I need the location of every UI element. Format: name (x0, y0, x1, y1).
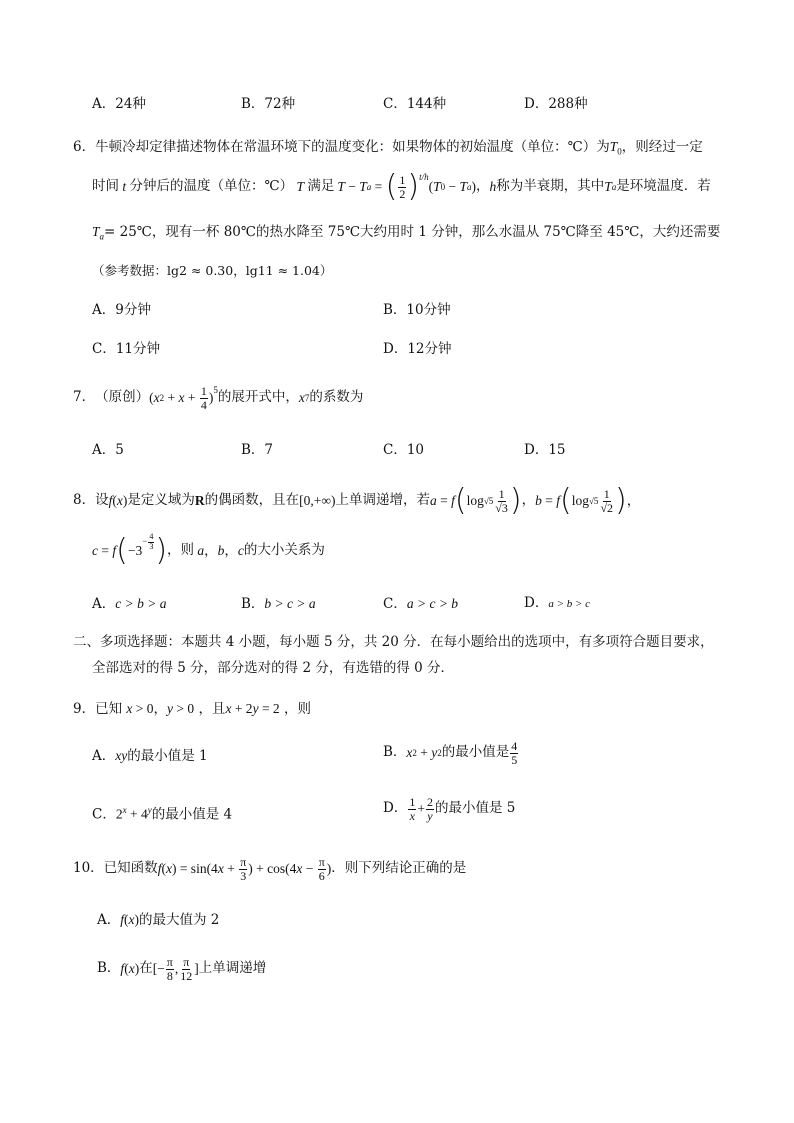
q8-stem-line1: 8． 设 f ( x ) 是定义域为 R 的偶函数，且在 [0,+∞) 上单调递增，若 a = f ( log √5 $\frac{1}{√3}$ ) ， b = f ( log √5 $\frac{1}{√2}$ ) ， (73, 483, 641, 518)
q8-option-d: D．a > b > c (524, 595, 591, 611)
q6-option-b: B．10分钟 (383, 302, 451, 318)
q9-option-d: D． $\frac{1}{x}$ + $\frac{2}{y}$ 的最小值是 5 (383, 795, 516, 823)
q9-stem: 9．已知 x > 0，y > 0 ，且x + 2y = 2 ，则 (73, 701, 311, 717)
q10-option-a: A．f(x)的最大值为 2 (97, 912, 220, 928)
q5-option-d: D．288种 (524, 96, 588, 112)
q6-option-d: D．12分钟 (383, 341, 452, 357)
q8-stem-line2: c = f ( −3 $^{- \frac{4}{3}}$ ) ，则 a ， b ， c 的大小关系为 (92, 532, 325, 568)
q6-stem-line1: 6．牛顿冷却定律描述物体在常温环境下的温度变化：如果物体的初始温度（单位：℃）为$T_0$，则经过一定 (73, 139, 703, 157)
q10-stem: 10． 已知函数 f ( x ) = sin(4 x + $\frac{\pi}{3}$ ) + cos(4 x − $\frac{\pi}{6}$ ) ．则下列结论正确的是 (73, 855, 467, 883)
q7-option-b: B．7 (241, 442, 274, 458)
q9-option-c: C．$2^x + 4^y$的最小值是 4 (92, 805, 233, 823)
q9-option-b: B． x 2 + y 2 的最小值是 $\frac{4}{5}$ (383, 739, 518, 767)
section2-instructions-line2: 全部选对的得 5 分，部分选对的得 2 分，有选错的得 0 分． (92, 660, 455, 676)
q7-option-a: A．5 (92, 442, 124, 458)
q9-option-a: A．xy的最小值是 1 (92, 748, 208, 764)
q6-reference-data: （参考数据：lg2 ≈ 0.30，lg11 ≈ 1.04） (92, 263, 333, 278)
q7-stem: 7． （原创） ( x 2 + x + $\frac{1}{4}$ ) $^5$ 的展开式中， x 7 的系数为 (73, 384, 364, 412)
q6-stem-line2: 时间 t 分钟后的温度（单位：℃） T 满足 T − T a = ( $\frac{1}{2}$ ) $^{t/h}$ ( T 0 − T a ) ， h 称为半衰期，其中 T a 是环境温度．若 (92, 169, 711, 204)
q8-option-b: B．b > c > a (241, 596, 316, 612)
q5-option-a: A．24种 (92, 96, 146, 112)
q7-option-d: D．15 (524, 442, 566, 458)
q6-option-c: C．11分钟 (92, 341, 161, 357)
q10-option-b: B． f ( x ) 在 [− $\frac{\pi}{8}$ , $\frac{\pi}{12}$ ] 上单调递增 (97, 955, 267, 983)
q5-option-b: B．72种 (241, 96, 296, 112)
q8-option-c: C．a > c > b (383, 596, 459, 612)
q6-option-a: A．9分钟 (92, 302, 151, 318)
q7-option-c: C．10 (383, 442, 425, 458)
q8-option-a: A．c > b > a (92, 596, 167, 612)
q6-stem-line3: $T_a=$ 25℃，现有一杯 80℃的热水降至 75℃大约用时 1 分钟，那么水温从 75℃降至 45℃，大约还需要 (92, 224, 721, 242)
q5-option-c: C．144种 (383, 96, 447, 112)
section2-instructions-line1: 二、多项选择题：本题共 4 小题，每小题 5 分，共 20 分．在每小题给出的选项中，有多项符合题目要求， (73, 634, 714, 650)
